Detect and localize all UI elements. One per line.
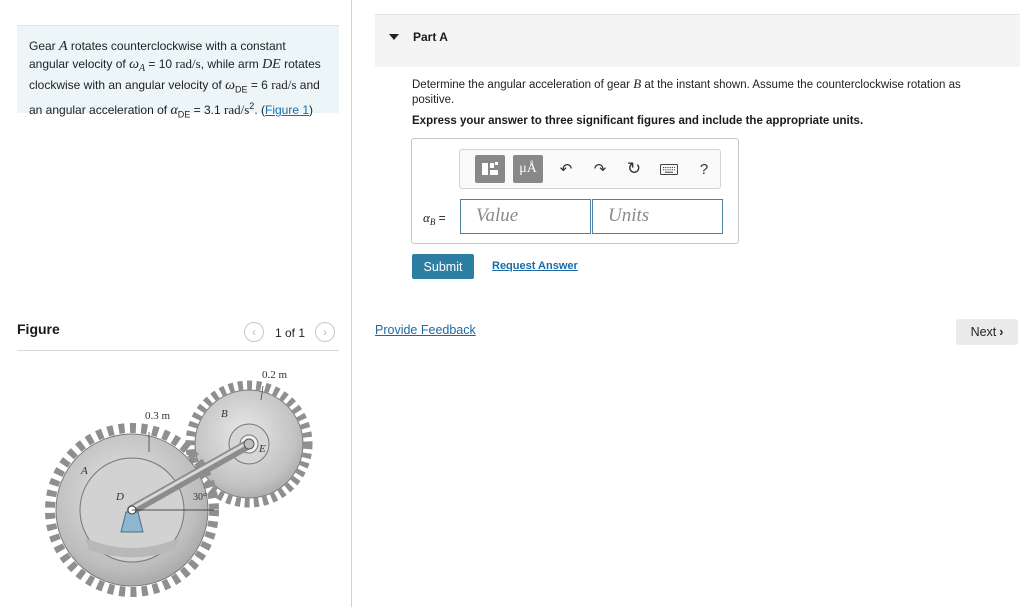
answer-box (411, 138, 739, 244)
gear-diagram (17, 360, 317, 605)
math-toolbar (459, 149, 721, 189)
answer-label: $\alpha_B$ = (423, 210, 446, 228)
part-a-header[interactable] (375, 14, 1020, 67)
request-answer-link[interactable]: Request Answer (492, 260, 578, 272)
templates-icon[interactable] (475, 155, 505, 183)
divider (17, 350, 339, 351)
submit-button[interactable]: Submit (412, 254, 474, 279)
keyboard-icon[interactable] (658, 158, 680, 180)
part-title: Part A (413, 30, 448, 44)
problem-statement: Gear A rotates counterclockwise with a constant angular velocity of $\omega_A = 10$ rad/s, while arm DE rotates clockwise with an angular velocity of $\omega_{DE} = 6$ rad/s and an angular acceleration of $\alpha_{DE} = 3.1$ rad/$s^2$. (Figure 1) (17, 25, 339, 113)
radius-b-label: 0.2 m (262, 369, 288, 381)
radius-d-label: 0.3 m (145, 410, 171, 422)
question-text: Determine the angular acceleration of gear B at the instant shown. Assume the counterclockwise rotation as positive. (412, 76, 961, 106)
chevron-right-icon: › (999, 325, 1004, 339)
provide-feedback-link[interactable]: Provide Feedback (375, 323, 476, 337)
units-input[interactable]: Units (592, 199, 723, 234)
chevron-left-icon[interactable]: ‹ (244, 322, 264, 342)
value-input[interactable]: Value (460, 199, 591, 234)
figure-heading: Figure (17, 321, 60, 337)
next-button[interactable]: Next › (956, 319, 1018, 345)
help-button[interactable]: ? (699, 160, 709, 178)
angle-label: 30° (193, 492, 207, 503)
figure-pager (244, 322, 340, 344)
caret-down-icon[interactable] (389, 34, 399, 40)
point-e-label: E (259, 443, 266, 455)
answer-instruction: Express your answer to three significant figures and include the appropriate units. (412, 115, 864, 127)
chevron-right-icon[interactable]: › (315, 322, 335, 342)
undo-icon[interactable]: ↶ (559, 161, 573, 178)
figure-link[interactable]: Figure 1 (264, 103, 310, 118)
point-d-label: D (116, 491, 124, 503)
redo-icon[interactable]: ↷ (593, 161, 607, 178)
gear-a-label: A (81, 465, 88, 477)
left-panel (0, 0, 352, 607)
gear-b-label: B (221, 408, 228, 420)
reset-icon[interactable]: ↻ (626, 159, 642, 178)
gear-figure (17, 360, 317, 610)
units-button[interactable]: μÅ (513, 155, 543, 183)
figure-page-count: 1 of 1 (275, 326, 306, 340)
